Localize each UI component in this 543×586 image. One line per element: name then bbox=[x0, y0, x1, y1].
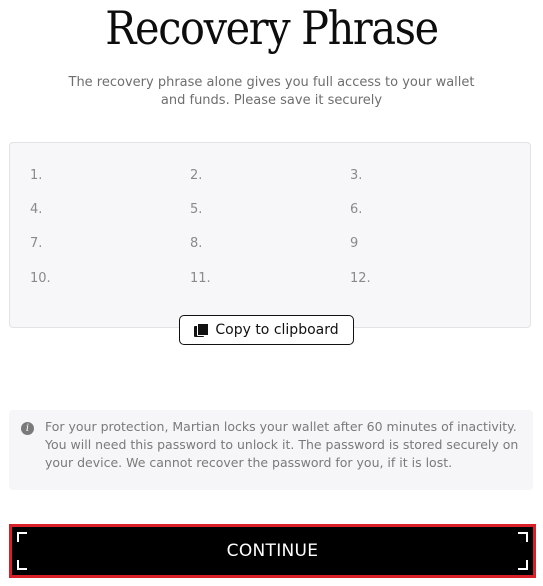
continue-button[interactable] bbox=[9, 524, 536, 578]
phrase-word-8: 8. bbox=[190, 236, 203, 251]
phrase-word-7: 7. bbox=[30, 236, 43, 251]
phrase-word-3: 3. bbox=[350, 168, 363, 183]
phrase-word-9: 9 bbox=[350, 236, 359, 251]
copy-button-label: Copy to clipboard bbox=[215, 322, 339, 338]
phrase-word-4: 4. bbox=[30, 202, 43, 217]
phrase-word-12: 12. bbox=[350, 271, 371, 286]
phrase-word-11: 11. bbox=[190, 271, 211, 286]
focus-corner-top-right bbox=[518, 532, 528, 542]
copy-icon bbox=[194, 323, 208, 337]
phrase-word-10: 10. bbox=[30, 271, 51, 286]
phrase-word-2: 2. bbox=[190, 168, 203, 183]
page-title: Recovery Phrase bbox=[105, 1, 438, 55]
focus-corner-top-left bbox=[17, 532, 27, 542]
protection-notice-text: For your protection, Martian locks your wallet after 60 minutes of inactivity. You will need this password to unlock it. The password is stored securely on your device. We cannot recover the password for you, if it is lost. bbox=[45, 419, 519, 470]
page-subtitle: The recovery phrase alone gives you full access to your wallet and funds. Please save it securely bbox=[68, 75, 475, 108]
phrase-word-5: 5. bbox=[190, 202, 203, 217]
phrase-word-6: 6. bbox=[350, 202, 363, 217]
focus-corner-bottom-left bbox=[17, 560, 27, 570]
phrase-word-1: 1. bbox=[30, 168, 43, 183]
recovery-phrase-grid bbox=[9, 142, 531, 328]
continue-button-label: CONTINUE bbox=[226, 541, 319, 561]
protection-notice bbox=[9, 410, 533, 490]
focus-corner-bottom-right bbox=[518, 560, 528, 570]
copy-to-clipboard-button[interactable] bbox=[179, 315, 354, 345]
info-icon: i bbox=[21, 422, 34, 435]
